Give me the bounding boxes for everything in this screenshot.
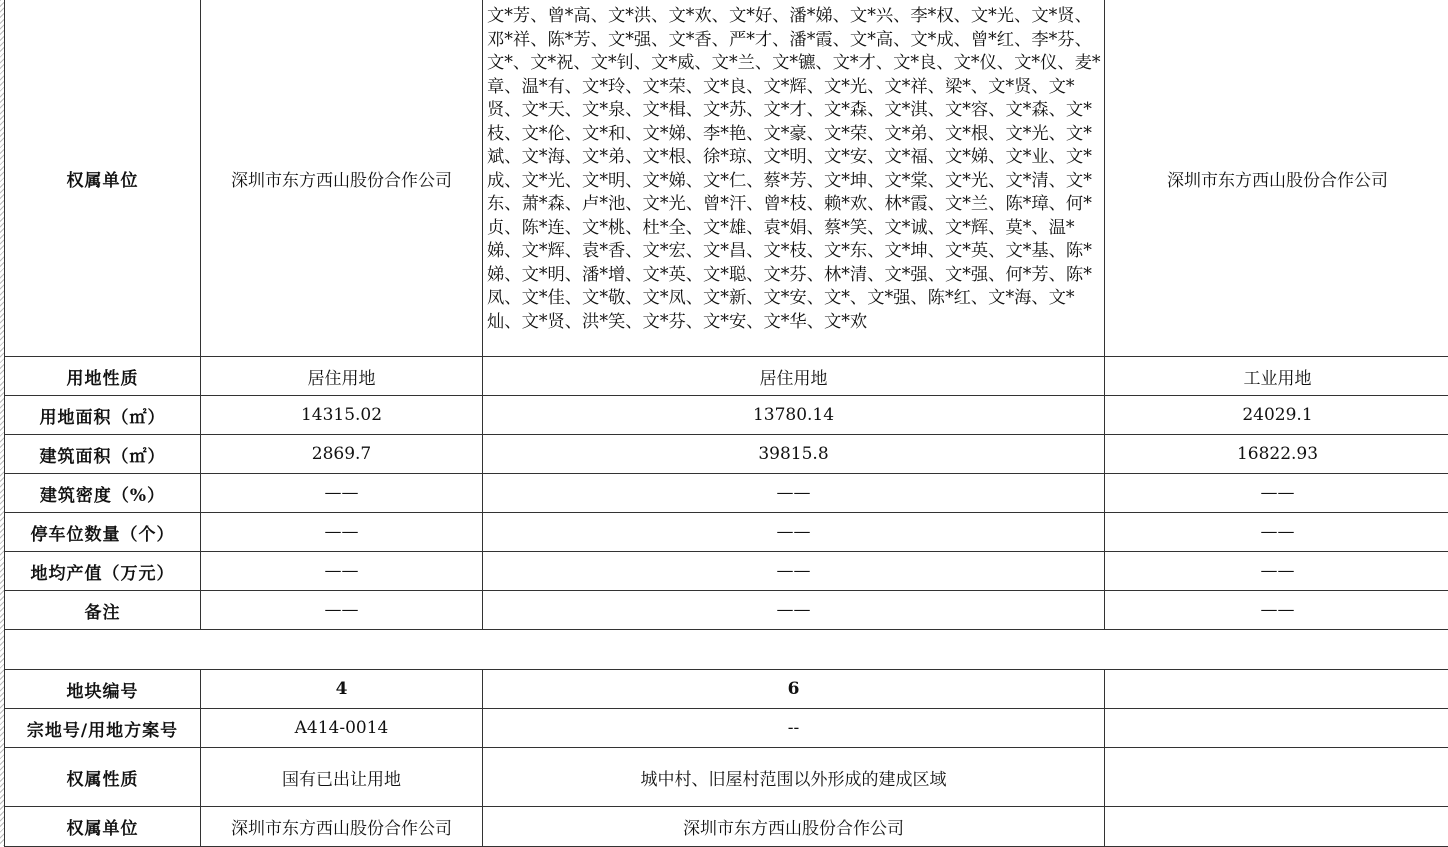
- owner-unit-col1: 深圳市东方西山股份合作公司: [201, 0, 483, 357]
- land-area-label: 用地面积（㎡）: [5, 396, 201, 435]
- land-area-col2: 13780.14: [483, 396, 1105, 435]
- land-use-col3: 工业用地: [1105, 357, 1448, 396]
- spacer-cell: [5, 630, 1448, 670]
- building-density-col3: ——: [1105, 474, 1448, 513]
- owner-unit-2-col2: 深圳市东方西山股份合作公司: [483, 807, 1105, 847]
- owner-unit-2-label: 权属单位: [5, 807, 201, 847]
- table-row: [5, 474, 1448, 513]
- plot-no-col1: 4: [201, 670, 483, 709]
- plot-no-label: 地块编号: [5, 670, 201, 709]
- ownership-type-col1: 国有已出让用地: [201, 748, 483, 807]
- table-row: [5, 396, 1448, 435]
- owner-unit-2-col3: [1105, 807, 1448, 847]
- output-per-area-col1: ——: [201, 552, 483, 591]
- output-per-area-col3: ——: [1105, 552, 1448, 591]
- output-per-area-label: 地均产值（万元）: [5, 552, 201, 591]
- remarks-col1: ——: [201, 591, 483, 630]
- table-row: [5, 513, 1448, 552]
- land-area-col1: 14315.02: [201, 396, 483, 435]
- plot-no-col2: 6: [483, 670, 1105, 709]
- land-use-col2: 居住用地: [483, 357, 1105, 396]
- parcel-no-label: 宗地号/用地方案号: [5, 709, 201, 748]
- owner-unit-col3: 深圳市东方西山股份合作公司: [1105, 0, 1448, 357]
- owner-unit-2-col1: 深圳市东方西山股份合作公司: [201, 807, 483, 847]
- remarks-label: 备注: [5, 591, 201, 630]
- table-row: [5, 591, 1448, 630]
- building-density-label: 建筑密度（%）: [5, 474, 201, 513]
- land-area-col3: 24029.1: [1105, 396, 1448, 435]
- parcel-no-col2: --: [483, 709, 1105, 748]
- table-row: [5, 0, 1448, 357]
- remarks-col2: ——: [483, 591, 1105, 630]
- ownership-type-col2: 城中村、旧屋村范围以外形成的建成区域: [483, 748, 1105, 807]
- floor-area-label: 建筑面积（㎡）: [5, 435, 201, 474]
- remarks-col3: ——: [1105, 591, 1448, 630]
- land-use-col1: 居住用地: [201, 357, 483, 396]
- ownership-type-col3: [1105, 748, 1448, 807]
- plot-no-col3: [1105, 670, 1448, 709]
- land-info-table: [4, 0, 1448, 847]
- parking-col1: ——: [201, 513, 483, 552]
- floor-area-col3: 16822.93: [1105, 435, 1448, 474]
- table-row: [5, 748, 1448, 807]
- spacer-row: [5, 630, 1448, 670]
- floor-area-col2: 39815.8: [483, 435, 1105, 474]
- owner-unit-names-list: 文*芳、曾*高、文*洪、文*欢、文*好、潘*娣、文*兴、李*权、文*光、文*贤、邓*祥、陈*芳、文*强、文*香、严*才、潘*霞、文*高、文*成、曾*红、李*芬、文*、文*祝、文*钊、文*威、文*兰、文*镳、文*才、文*良、文*仪、文*仪、麦*章、温*有、文*玲、文*荣、文*良、文*辉、文*光、文*祥、梁*、文*贤、文*贤、文*天、文*泉、文*楫、文*苏、文*才、文*森、文*淇、文*容、文*森、文*枝、文*伦、文*和、文*娣、李*艳、文*豪、文*荣、文*弟、文*根、文*光、文*斌、文*海、文*弟、文*根、徐*琼、文*明、文*安、文*福、文*娣、文*业、文*成、文*光、文*明、文*娣、文*仁、蔡*芳、文*坤、文*棠、文*光、文*清、文*东、萧*森、卢*池、文*光、曾*汗、曾*枝、赖*欢、林*霞、文*兰、陈*璋、何*贞、陈*连、文*桃、杜*全、文*雄、袁*娟、蔡*笑、文*诚、文*辉、莫*、温*娣、文*辉、袁*香、文*宏、文*昌、文*枝、文*东、文*坤、文*英、文*基、陈*娣、文*明、潘*增、文*英、文*聪、文*芬、林*清、文*强、文*强、何*芳、陈*凤、文*佳、文*敬、文*凤、文*新、文*安、文*、文*强、陈*红、文*海、文*灿、文*贤、洪*笑、文*芬、文*安、文*华、文*欢: [483, 0, 1105, 357]
- table-row: [5, 670, 1448, 709]
- owner-unit-label: 权属单位: [5, 0, 201, 357]
- parking-col2: ——: [483, 513, 1105, 552]
- ownership-type-label: 权属性质: [5, 748, 201, 807]
- table-row: [5, 435, 1448, 474]
- table-row: [5, 807, 1448, 847]
- table-row: [5, 357, 1448, 396]
- parking-label: 停车位数量（个）: [5, 513, 201, 552]
- output-per-area-col2: ——: [483, 552, 1105, 591]
- land-use-label: 用地性质: [5, 357, 201, 396]
- building-density-col2: ——: [483, 474, 1105, 513]
- parcel-no-col1: A414-0014: [201, 709, 483, 748]
- table-row: [5, 552, 1448, 591]
- floor-area-col1: 2869.7: [201, 435, 483, 474]
- parking-col3: ——: [1105, 513, 1448, 552]
- table-row: [5, 709, 1448, 748]
- building-density-col1: ——: [201, 474, 483, 513]
- parcel-no-col3: [1105, 709, 1448, 748]
